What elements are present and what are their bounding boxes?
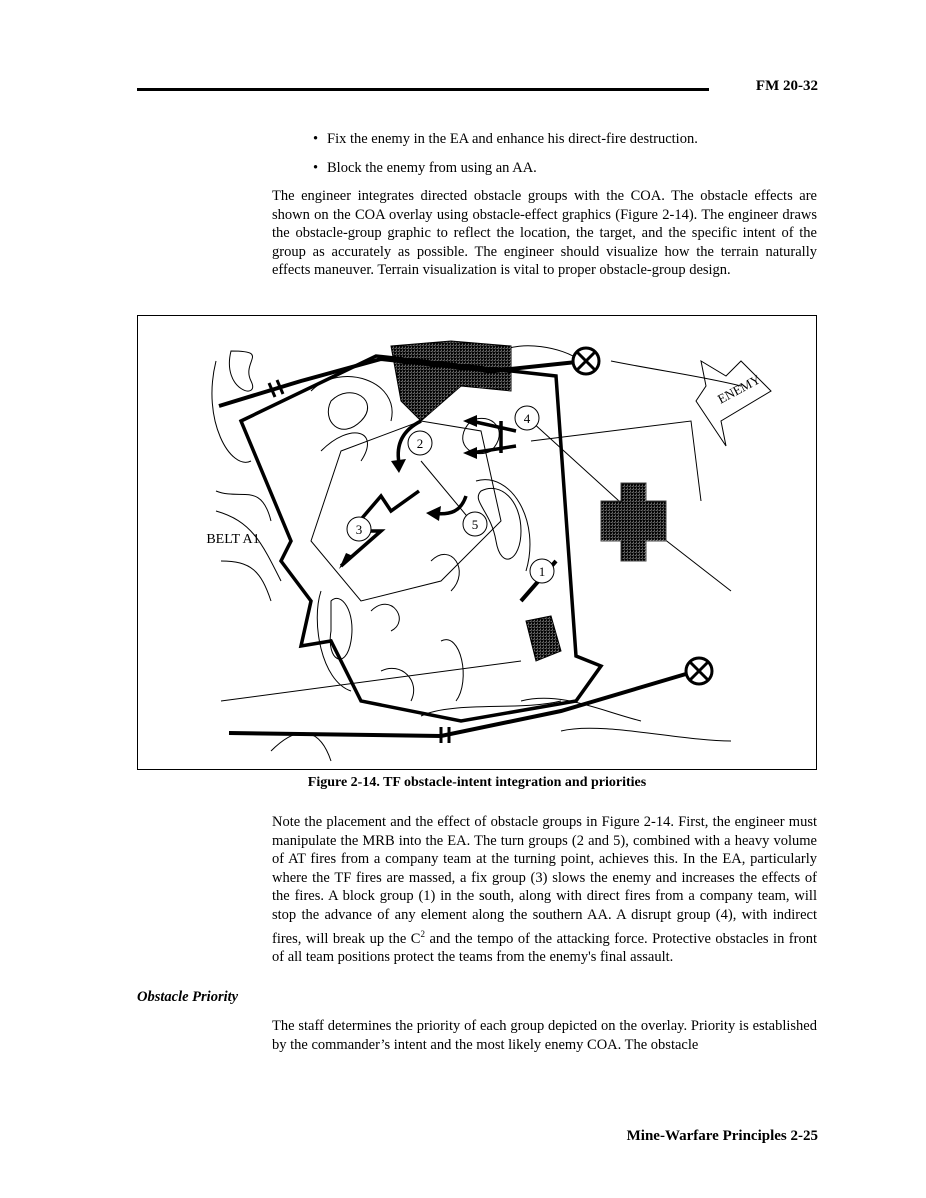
group-1-label: 1 bbox=[538, 564, 546, 579]
figure-obstacle-map bbox=[137, 315, 817, 770]
page-footer: Mine-Warfare Principles 2-25 bbox=[626, 1128, 818, 1144]
superscript: 2 bbox=[420, 928, 425, 939]
paragraph-placement bbox=[272, 813, 817, 967]
belt-label: BELT A1 bbox=[206, 532, 260, 547]
enemy-objective-area bbox=[601, 483, 666, 561]
document-id: FM 20-32 bbox=[755, 78, 818, 94]
bullet-item: Block the enemy from using an AA. bbox=[327, 160, 537, 176]
bullet-item: Fix the enemy in the EA and enhance his direct-fire destruction. bbox=[327, 131, 698, 147]
text: and the tempo of the attacking force. Protective obstacles in front of all team positions protect the teams from the enemy's final assault. bbox=[272, 930, 817, 965]
terrain-contours bbox=[212, 346, 741, 761]
text: Note the placement and the effect of obstacle groups in Figure 2-14. First, the engineer must manipulate the MRB into the EA. The turn groups (2 and 5), combined with a heavy volume of AT fires from a company team at the turning point, achieves this. In the EA, particularly where the TF fires are massed, a fix group (3) slows the enemy and increases the effects of the fires. A block group (1) in the south, along with direct fires from a company team, will stop the advance of any element along the southern AA. A disrupt group (4), with indirect fires, will break up the C bbox=[272, 814, 817, 947]
paragraph-intro: The engineer integrates directed obstacle groups with the COA. The obstacle effects are shown on the COA overlay using obstacle-effect graphics (Figure 2-14). The engineer draws the obstacle-group graphic to reflect the location, the target, and the specific intent of the group as accurately as possible. The engineer should visualize how the terrain naturally effects maneuver. Terrain visualization is vital to proper obstacle-group design. bbox=[272, 188, 817, 279]
ea-outline bbox=[311, 421, 501, 601]
paragraph-priority: The staff determines the priority of each group depicted on the overlay. Priority is established by the commander’s intent and the most likely enemy COA. The obstacle bbox=[272, 1018, 817, 1053]
group-4-label: 4 bbox=[523, 411, 531, 426]
group-5-label: 5 bbox=[471, 517, 479, 532]
group-2-label: 2 bbox=[416, 436, 424, 451]
bullet-icon: • bbox=[313, 131, 319, 147]
side-heading: Obstacle Priority bbox=[137, 989, 239, 1005]
group-3-label: 3 bbox=[355, 522, 363, 537]
bullet-icon: • bbox=[313, 160, 319, 176]
header-rule bbox=[137, 88, 709, 91]
enemy-label: ENEMY bbox=[714, 371, 763, 407]
figure-caption: Figure 2-14. TF obstacle-intent integration and priorities bbox=[307, 775, 647, 790]
